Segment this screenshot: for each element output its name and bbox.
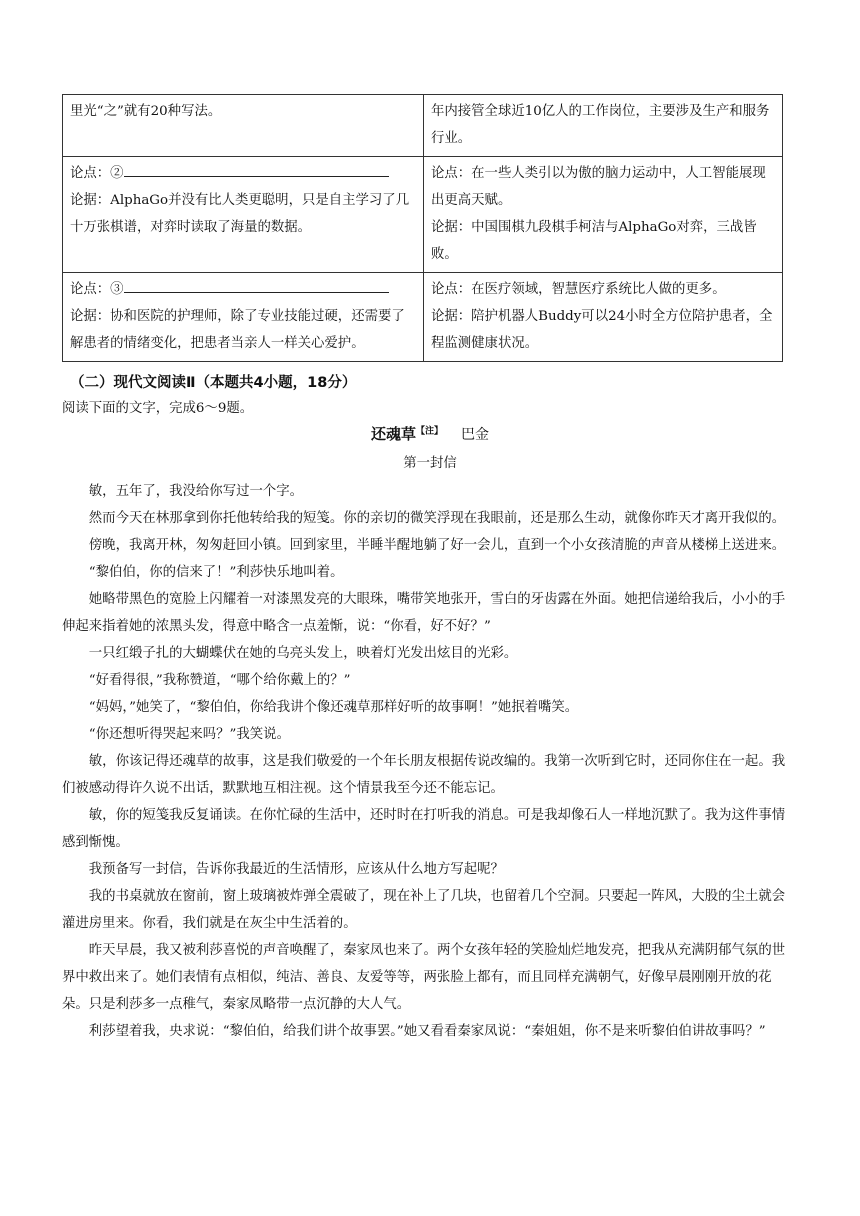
table-row (63, 273, 783, 362)
paragraph: 利莎望着我，央求说：“黎伯伯，给我们讲个故事罢。”她又看看秦家凤说：“秦姐姐，你不是来听黎伯伯讲故事吗？” (88, 1024, 766, 1039)
article-title: 还魂草 (370, 425, 416, 443)
cell-text: 论据：协和医院的护理师，除了专业技能过硬，还需要了解患者的情绪变化，把患者当亲人一样关心爱护。 (70, 309, 405, 351)
cell-text: 论据：陪护机器人Buddy可以24小时全方位陪护患者，全程监测健康状况。 (431, 309, 773, 351)
table-cell (63, 157, 424, 273)
argument-blank-3: 论点：③ (70, 276, 416, 303)
footnote-mark: 【注】 (416, 426, 444, 437)
paragraph: 我预备写一封信，告诉你我最近的生活情形，应该从什么地方写起呢？ (88, 862, 504, 877)
cell-text: 年内接管全球近10亿人的工作岗位，主要涉及生产和服务行业。 (431, 104, 770, 146)
article-title-line (0, 423, 860, 444)
paragraph: 我的书桌就放在窗前，窗上玻璃被炸弹全震破了，现在补上了几块，也留着几个空洞。只要起一阵风，大股的尘土就会灌进房里来。你看，我们就是在灰尘中生活着的。 (62, 889, 786, 931)
paragraph: “你还想听得哭起来吗？”我笑说。 (88, 727, 290, 742)
instruction-text: 阅读下面的文字，完成6～9题。 (62, 401, 254, 416)
cell-text: 论据：中国围棋九段棋手柯洁与AlphaGo对弈，三战皆败。 (431, 220, 757, 262)
table-cell (63, 95, 424, 157)
cell-text: 论据：AlphaGo并没有比人类更聪明，只是自主学习了几十万张棋谱，对弈时读取了海量的数据。 (70, 193, 410, 235)
paragraph: 昨天早晨，我又被利莎喜悦的声音唤醒了，秦家凤也来了。两个女孩年轻的笑脸灿烂地发亮，把我从充满阴郁气氛的世界中救出来了。她们表情有点相似，纯洁、善良、友爱等等，两张脸上都有，而且同样充满朝气，好像早晨刚刚开放的花朵。只是利莎多一点稚气，秦家凤略带一点沉静的大人气。 (62, 943, 786, 1012)
argument-blank-2: 论点：② (70, 160, 416, 187)
section-heading: （二）现代文阅读Ⅱ（本题共4小题，18分） (70, 375, 357, 391)
table-row (63, 157, 783, 273)
cell-text: 里光“之”就有20种写法。 (70, 104, 222, 119)
fill-in-blank[interactable] (124, 277, 389, 293)
paragraph: “好看得很，”我称赞道，“哪个给你戴上的？” (88, 673, 351, 688)
cell-text: 论点：在医疗领域，智慧医疗系统比人做的更多。 (431, 282, 726, 297)
table-cell (424, 157, 783, 273)
paragraph: 敏，五年了，我没给你写过一个字。 (88, 484, 304, 499)
paragraph: 然而今天在林那拿到你托他转给我的短笺。你的亲切的微笑浮现在我眼前，还是那么生动，就像你昨天才离开我似的。 (88, 511, 786, 526)
paragraph: “妈妈，”她笑了，“黎伯伯，你给我讲个像还魂草那样好听的故事啊！”她抿着嘴笑。 (88, 700, 579, 715)
table-cell (424, 95, 783, 157)
paragraph: 一只红缎子扎的大蝴蝶伏在她的乌亮头发上，映着灯光发出炫目的光彩。 (88, 646, 518, 661)
paragraph: “黎伯伯，你的信来了！”利莎快乐地叫着。 (88, 565, 344, 580)
argument-table (62, 94, 783, 362)
article-subtitle: 第一封信 (403, 456, 457, 471)
fill-in-blank[interactable] (124, 161, 389, 177)
table-row (63, 95, 783, 157)
paragraph: 敏，你的短笺我反复诵读。在你忙碌的生活中，还时时在打听我的消息。可是我却像石人一样地沉默了。我为这件事情感到惭愧。 (62, 808, 786, 850)
article-author: 巴金 (461, 427, 490, 443)
table-cell (424, 273, 783, 362)
paragraph: 她略带黑色的宽脸上闪耀着一对漆黑发亮的大眼珠，嘴带笑地张开，雪白的牙齿露在外面。她把信递给我后，小小的手伸起来指着她的浓黑头发，得意中略含一点羞惭，说：“你看，好不好？” (62, 592, 786, 634)
table-cell (63, 273, 424, 362)
paragraph: 傍晚，我离开林，匆匆赶回小镇。回到家里，半睡半醒地躺了好一会儿，直到一个小女孩清脆的声音从楼梯上送进来。 (88, 538, 786, 553)
article-body (62, 478, 791, 1045)
paragraph: 敏，你该记得还魂草的故事，这是我们敬爱的一个年长朋友根据传说改编的。我第一次听到它时，还同你住在一起。我们被感动得许久说不出话，默默地互相注视。这个情景我至今还不能忘记。 (62, 754, 786, 796)
cell-text: 论点：在一些人类引以为傲的脑力运动中，人工智能展现出更高天赋。 (431, 166, 766, 208)
